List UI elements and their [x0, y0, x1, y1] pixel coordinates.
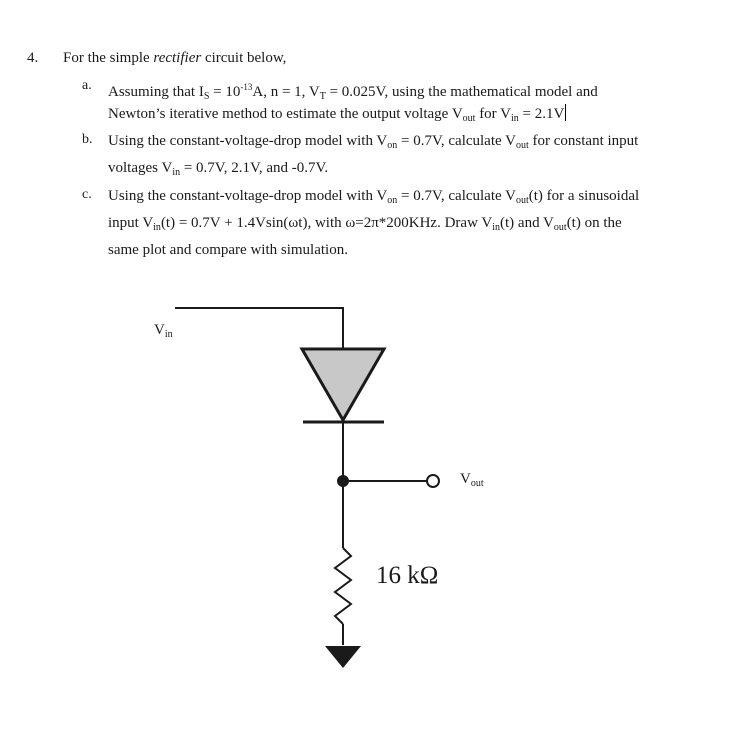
ground-icon — [325, 646, 361, 668]
junction-node — [337, 475, 349, 487]
vin-label: $V_{in}$ — [154, 322, 173, 340]
item-b-line-1: Using the constant-voltage-drop model with $V_{on} = 0.7V$, calculate $V_{out}$ for constant input — [108, 133, 639, 151]
stem-italic-word: rectifier — [153, 50, 202, 66]
resistor-value-label: 16 kΩ — [376, 562, 439, 589]
resistor-symbol — [335, 548, 351, 624]
item-a-letter: a. — [82, 78, 92, 93]
diode-triangle — [302, 349, 384, 420]
item-c-letter: c. — [82, 187, 92, 202]
item-a-line-2: Newton’s iterative method to estimate the output voltage $V_{out}$ for $V_{in} = 2.1V$ — [108, 106, 565, 124]
stem-text-2: circuit below, — [201, 50, 287, 66]
vout-terminal — [427, 475, 439, 487]
item-c-line-2: input $V_{in}(t) = 0.7V + 1.4Vsin(\omega t)$, with ω=2π*200KHz. Draw $V_{in}(t)$ and $V_{out}(t)$ on the — [108, 215, 622, 233]
item-c-line-3: same plot and compare with simulation. — [108, 242, 348, 258]
item-b-letter: b. — [82, 132, 93, 147]
item-a-line-1: Assuming that $I_S = 10^{-13}A$, n = 1, $V_T = 0.025V$, using the mathematical model and — [108, 82, 598, 102]
vout-label: $V_{out}$ — [460, 471, 484, 489]
item-b-line-2: voltages $V_{in} = 0.7V$, 2.1V, and -0.7V. — [108, 160, 329, 178]
stem-text-1: For the simple — [63, 50, 154, 66]
question-number: 4. — [27, 50, 39, 66]
item-c-line-1: Using the constant-voltage-drop model with $V_{on} = 0.7V$, calculate $V_{out}(t)$ for a sinusoidal — [108, 188, 640, 206]
